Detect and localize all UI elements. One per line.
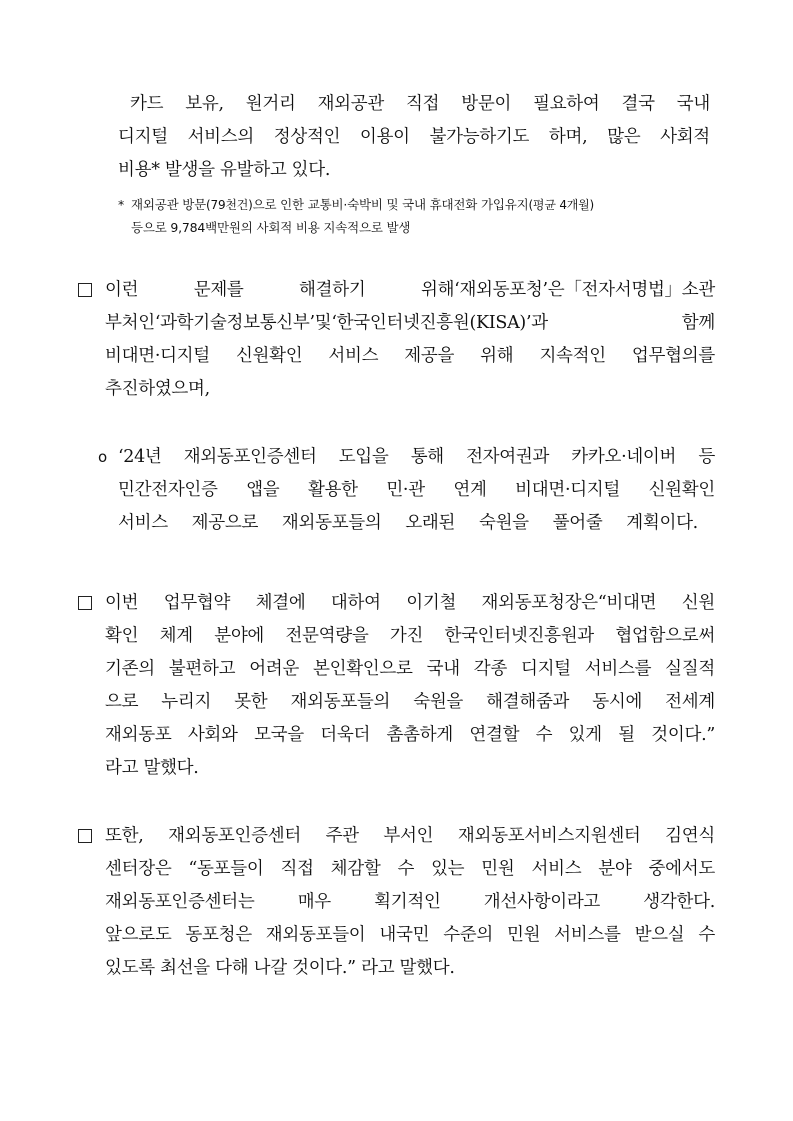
- word: 디지털: [118, 127, 168, 147]
- word: 위해: [480, 346, 514, 366]
- word: 전세계: [665, 692, 715, 712]
- footnote-text-b: 으로 인한 교통비·숙박비 및 국내 휴대전화 가입유지: [252, 197, 529, 212]
- word: 또한,: [105, 826, 144, 846]
- word: 숙원을: [413, 692, 464, 712]
- word: 연계: [453, 480, 487, 500]
- section1-line-3: [105, 344, 715, 368]
- word: 재외동포청장은“비대면: [481, 593, 657, 613]
- word: 각종: [473, 659, 507, 679]
- word: 분야에: [214, 626, 265, 646]
- word: 국내: [426, 659, 460, 679]
- word: 누리지: [161, 692, 212, 712]
- footnote-small-a: (79천건): [206, 198, 253, 212]
- word: 보유,: [185, 94, 224, 114]
- word: 확인: [105, 626, 139, 646]
- word: 비대면·디지털: [515, 480, 621, 500]
- word: 받으실: [634, 925, 685, 945]
- section1-line-1: [105, 278, 715, 302]
- word: 직접: [406, 94, 440, 114]
- word: 체계: [159, 626, 193, 646]
- word: 서비스: [531, 859, 582, 879]
- section2-line-5: [105, 723, 715, 747]
- word: 부처인‘과학기술정보통신부’및‘한국인터넷진흥원(KISA)’과: [105, 313, 548, 333]
- section2-line-1: [105, 591, 715, 615]
- word: 더욱더: [320, 725, 371, 745]
- word: 체감할: [330, 859, 381, 879]
- word: 하며,: [548, 127, 588, 147]
- section3-checkbox-bullet: [78, 829, 92, 843]
- word: 서비스의: [187, 127, 254, 147]
- footnote-small-b: (평균 4개월): [528, 198, 595, 212]
- word: 사회와: [187, 725, 238, 745]
- word: 못한: [234, 692, 268, 712]
- word: 불편하고: [168, 659, 236, 679]
- section3-line-4: [105, 923, 715, 947]
- word: 등: [698, 447, 715, 467]
- word: 재외동포들의: [281, 513, 382, 533]
- word: 신원확인: [235, 346, 303, 366]
- word: 으로: [105, 692, 139, 712]
- footnote-line-2: 등으로 9,784백만원의 사회적 비용 지속적으로 발생: [131, 220, 411, 235]
- word: 카카오·네이버: [571, 447, 677, 467]
- word: 전자여권과: [466, 447, 550, 467]
- word: 불가능하기도: [429, 127, 530, 147]
- word: 생각한다.: [643, 892, 715, 912]
- word: 앱을: [246, 480, 280, 500]
- word: 있게: [568, 725, 602, 745]
- section2-line-3: [105, 657, 715, 681]
- word: 통해: [410, 447, 444, 467]
- word: 기존의: [105, 659, 155, 679]
- intro-line-1: [130, 92, 710, 116]
- word: 신원: [681, 593, 715, 613]
- word: 업무협약: [163, 593, 231, 613]
- word: 중에서도: [648, 859, 715, 879]
- word: 활용한: [307, 480, 358, 500]
- word: 이기철: [406, 593, 457, 613]
- word: 센터장은: [105, 859, 172, 879]
- word: 계획이다.: [626, 513, 698, 533]
- footnote-marker: *: [118, 197, 125, 212]
- word: 카드: [130, 94, 164, 114]
- word: 필요하여: [533, 94, 600, 114]
- word: 재외동포서비스지원센터: [457, 826, 641, 846]
- word: 많은: [607, 127, 641, 147]
- word: 결국: [621, 94, 655, 114]
- word: 신원확인: [648, 480, 715, 500]
- word: 될: [618, 725, 635, 745]
- word: 동포청은: [185, 925, 252, 945]
- word: 협업함으로써: [615, 626, 715, 646]
- word: 방문이: [461, 94, 512, 114]
- word: 문제를: [193, 280, 244, 300]
- word: 부서인: [383, 826, 434, 846]
- word: 직접: [280, 859, 314, 879]
- word: 제공으로: [191, 513, 259, 533]
- word: 촘촘하게: [386, 725, 453, 745]
- word: “동포들이: [188, 859, 264, 879]
- footnote-line-1: [131, 196, 594, 214]
- word: 체결에: [255, 593, 306, 613]
- word: 대하여: [330, 593, 381, 613]
- word: 수: [698, 925, 715, 945]
- word: 획기적인: [374, 892, 441, 912]
- word: 가진: [389, 626, 424, 646]
- section2-checkbox-bullet: [78, 596, 92, 610]
- section1-checkbox-bullet: [78, 283, 92, 297]
- word: 본인확인으로: [312, 659, 413, 679]
- subpoint1-line-2: [118, 478, 715, 502]
- word: 이용이: [359, 127, 410, 147]
- word: 정상적인: [273, 127, 341, 147]
- word: 민원: [506, 925, 541, 945]
- word: 재외동포들의: [290, 692, 391, 712]
- word: 매우: [297, 892, 331, 912]
- word: 한국인터넷진흥원과: [444, 626, 594, 646]
- word: 주관: [325, 826, 359, 846]
- word: 업무협의를: [631, 346, 715, 366]
- word: 재외동포인증센터는: [105, 892, 255, 912]
- word: 민원: [481, 859, 515, 879]
- word: 재외동포인증센터: [168, 826, 301, 846]
- subpoint1-line-3: [118, 511, 698, 535]
- section2-line-4: [105, 690, 715, 714]
- word: 비대면·디지털: [105, 346, 210, 366]
- section3-line-3: [105, 890, 715, 914]
- intro-line-2: [118, 125, 710, 149]
- word: 도입을: [338, 447, 389, 467]
- word: 것이다.”: [651, 725, 715, 745]
- word: 서비스: [328, 346, 379, 366]
- footnote-text-a: 재외공관 방문: [131, 197, 207, 212]
- section3-line-1: [105, 824, 715, 848]
- word: 연결할: [469, 725, 520, 745]
- word: 사회적: [660, 127, 710, 147]
- word: 재외동포인증센터: [183, 447, 317, 467]
- word: 어려운: [249, 659, 300, 679]
- word: 국내: [676, 94, 710, 114]
- word: 재외공관: [317, 94, 384, 114]
- word: 디지털: [520, 659, 571, 679]
- word: 서비스: [118, 513, 168, 533]
- word: 풀어줄: [552, 513, 603, 533]
- section3-line-5: 있도록 최선을 다해 나갈 것이다.” 라고 말했다.: [105, 958, 455, 978]
- section2-line-2: [105, 624, 715, 648]
- word: 민·관: [386, 480, 425, 500]
- section2-line-6: 라고 말했다.: [105, 758, 199, 778]
- word: 원거리: [245, 94, 296, 114]
- word: 있는: [431, 859, 465, 879]
- word: 전문역량을: [285, 626, 369, 646]
- word: 모국을: [254, 725, 304, 745]
- word: 재외동포: [105, 725, 172, 745]
- word: 수: [397, 859, 415, 879]
- word: 지속적인: [539, 346, 606, 366]
- word: 김연식: [665, 826, 715, 846]
- word: 내국민: [379, 925, 430, 945]
- intro-line-3: 비용* 발생을 유발하고 있다.: [118, 160, 331, 180]
- word: 이번: [105, 593, 139, 613]
- word: 함께: [681, 313, 715, 333]
- word: 수준의: [443, 925, 494, 945]
- word: 개선사항이라고: [483, 892, 601, 912]
- section1-line-4: 추진하였으며,: [105, 379, 210, 399]
- word: 앞으로도: [105, 925, 172, 945]
- word: 재외동포들이: [265, 925, 366, 945]
- word: 민간전자인증: [118, 480, 218, 500]
- section1-line-2: [105, 311, 715, 335]
- word: 위해‘재외동포청’은「전자서명법」소관: [420, 280, 715, 300]
- word: 숙원을: [478, 513, 529, 533]
- word: 해결해줌과: [486, 692, 570, 712]
- subpoint1-line-1: [118, 445, 715, 469]
- word: 해결하기: [299, 280, 366, 300]
- word: 수: [535, 725, 553, 745]
- word: 동시에: [592, 692, 643, 712]
- word: 이런: [105, 280, 139, 300]
- section3-line-2: [105, 857, 715, 881]
- subpoint1-bullet: ο: [98, 448, 108, 466]
- word: ‘24년: [118, 447, 162, 467]
- word: 실질적: [665, 659, 715, 679]
- word: 오래된: [405, 513, 456, 533]
- word: 제공을: [404, 346, 455, 366]
- word: 서비스를: [584, 659, 652, 679]
- word: 서비스를: [554, 925, 621, 945]
- word: 분야: [598, 859, 632, 879]
